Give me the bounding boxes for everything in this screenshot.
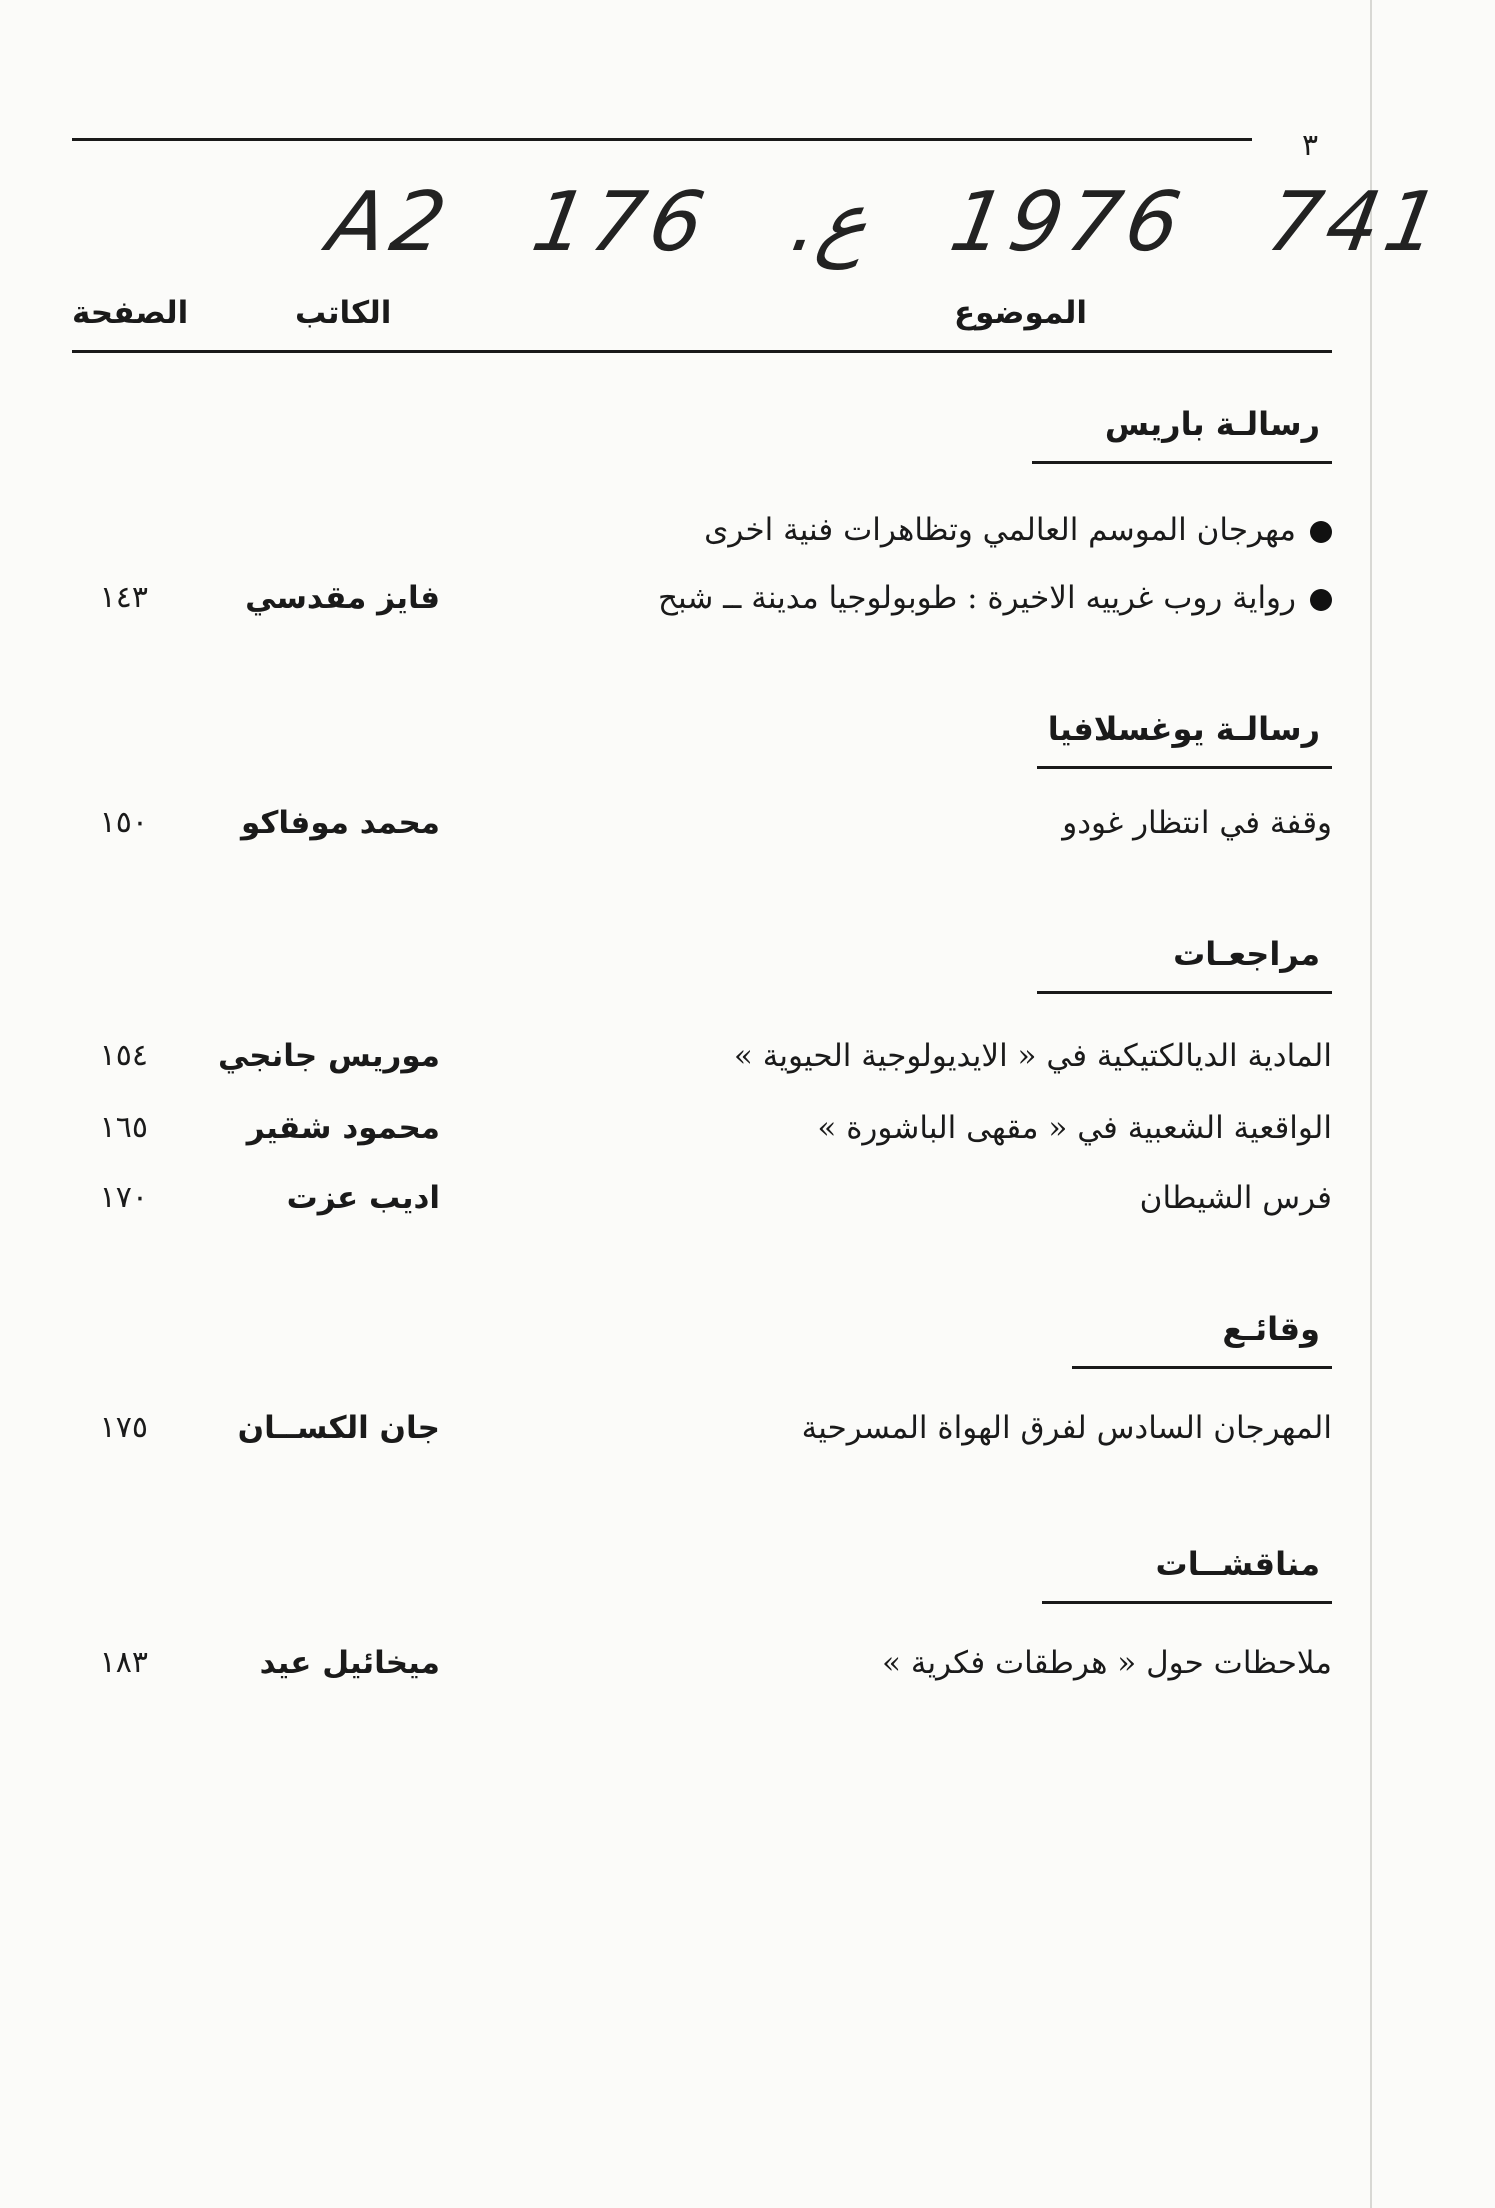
handwritten-part: A2 [321,175,459,270]
toc-entry[interactable] [0,1038,1387,1088]
page-number: ٣ [1302,128,1319,163]
entry-page: ١٧٠ [99,1180,148,1215]
bullet-icon [1310,521,1332,543]
toc-entry[interactable] [0,1645,1387,1695]
entry-page: ١٥٤ [99,1038,148,1073]
section-events [1072,1310,1332,1369]
section-paris [1032,405,1332,464]
section-title: رسالـة باريس [1104,405,1320,443]
entry-author: جان الكســان [237,1410,440,1446]
bullet-icon [1310,589,1332,611]
entry-subject: ملاحظات حول « هرطقات فكرية » [882,1645,1332,1681]
section-underline [1037,766,1332,769]
toc-entry[interactable] [0,1110,1387,1160]
handwritten-part: 1976 [943,175,1194,270]
handwritten-part: 741 [1260,175,1452,270]
entry-author: ميخائيل عيد [259,1645,440,1681]
entry-page: ١٨٣ [99,1645,148,1680]
column-header-subject: الموضوع [953,295,1087,331]
page-edge [1370,0,1372,2208]
entry-subject: الواقعية الشعبية في « مقهى الباشورة » [817,1110,1332,1146]
entry-subject: المهرجان السادس لفرق الهواة المسرحية [801,1410,1332,1446]
column-header-page: الصفحة [72,295,189,331]
toc-entry[interactable] [0,805,1387,855]
toc-entry[interactable] [0,512,1387,562]
entry-page: ١٧٥ [99,1410,148,1445]
entry-author: اديب عزت [286,1180,440,1216]
section-underline [1037,991,1332,994]
entry-author: موريس جانجي [217,1038,440,1074]
column-header-author: الكاتب [295,295,392,331]
section-title: مراجعـات [1173,935,1320,973]
entry-subject: المادية الديالكتيكية في « الايديولوجية الحيوية » [733,1038,1332,1074]
entry-subject: وقفة في انتظار غودو [1062,805,1332,841]
entry-page: ١٥٠ [99,805,148,840]
section-underline [1072,1366,1332,1369]
handwritten-part: 176 [525,175,718,270]
section-yugoslavia [1037,710,1332,769]
entry-page: ١٦٥ [99,1110,148,1145]
entry-author: محمود شقير [246,1110,440,1146]
entry-subject: مهرجان الموسم العالمي وتظاهرات فنية اخرى [704,512,1296,548]
section-discussions [1042,1545,1332,1604]
entry-author: محمد موفاكو [240,805,440,841]
section-title: رسالـة يوغسلافيا [1047,710,1320,748]
toc-entry[interactable] [0,1410,1387,1460]
handwritten-catalog-note [321,175,1452,285]
entry-subject: فرس الشيطان [1139,1180,1332,1216]
section-title: مناقشــات [1155,1545,1320,1583]
header-rule [72,350,1332,353]
entry-subject: رواية روب غرييه الاخيرة : طوبولوجيا مدينة ــ شبح [657,580,1296,616]
section-title: وقائـع [1222,1310,1320,1348]
top-rule [72,138,1252,141]
section-underline [1032,461,1332,464]
section-reviews [1037,935,1332,994]
section-underline [1042,1601,1332,1604]
entry-page: ١٤٣ [99,580,148,615]
toc-entry[interactable] [0,1180,1387,1230]
entry-author: فايز مقدسي [245,580,440,616]
toc-entry[interactable] [0,580,1387,630]
handwritten-part: .ع [784,175,877,270]
